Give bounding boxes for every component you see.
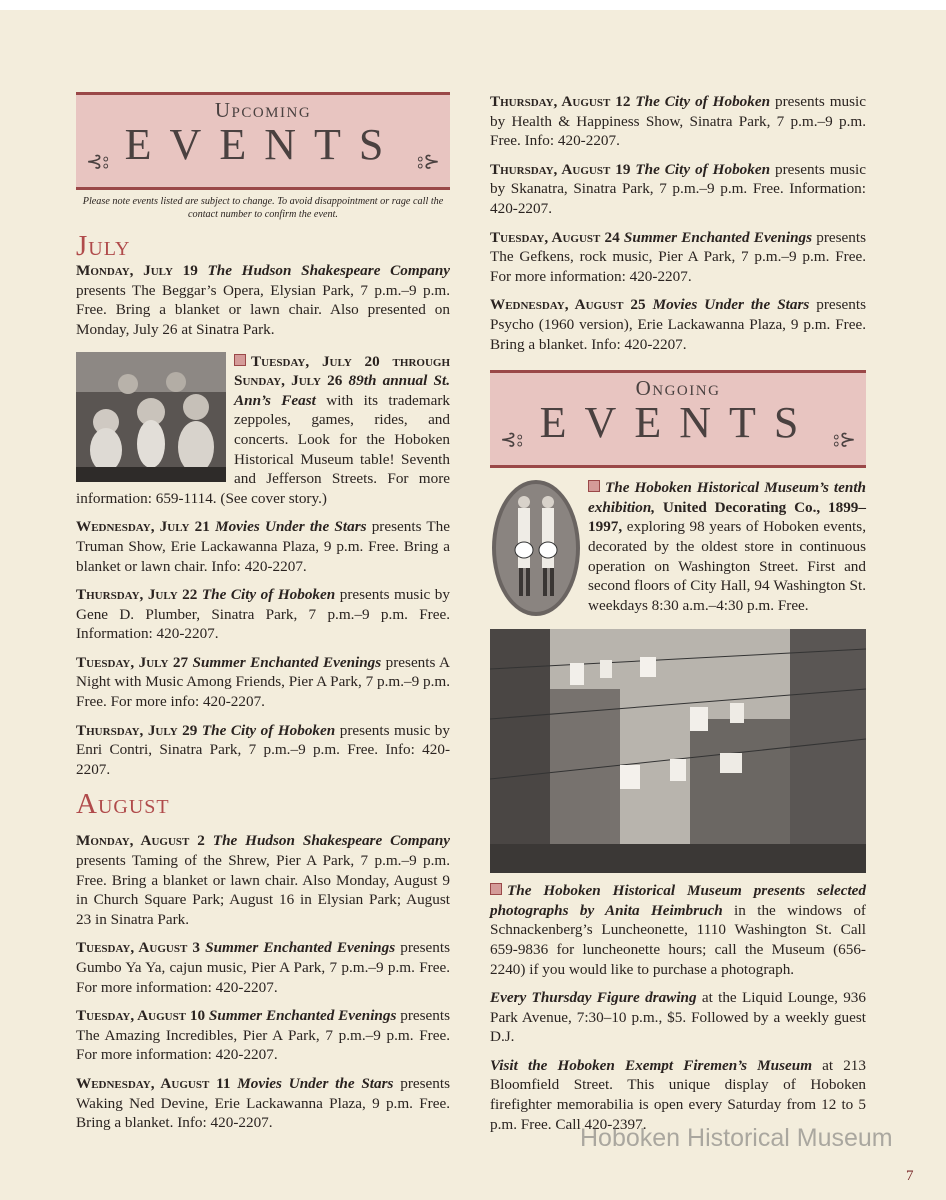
page-top-edge [0,0,946,10]
event-text: presents Waking Ned Devine, Erie Lackawanna Plaza, 9 p.m. Free. Bring a blanket. Info: 420-2207. [76,1074,451,1132]
bullet-square-icon [588,480,600,492]
event-organizer: Summer Enchanted Evenings [208,1007,397,1025]
ongoing-item [490,1056,866,1134]
event-day: Thursday, July 22 [76,586,198,604]
event-organizer: Movies Under the Stars [215,518,367,536]
bullet-square-icon [490,883,502,895]
event-item [76,517,450,576]
event-organizer: Summer Enchanted Evenings [192,653,382,671]
event-day: Wednesday, August 25 [490,296,646,314]
event-text: presents music by Health & Happiness Show, Sinatra Park, 7 p.m.–9 p.m. Free. Info: 420-2207. [490,93,866,150]
feast-men-illustration [76,352,226,482]
event-day: Tuesday, July 27 [76,653,189,671]
event-text: presents music by Enri Contri, Sinatra Park, 7 p.m.–9 p.m. Free. Info: 420-2207. [76,721,450,778]
ongoing-bold: United Decorating Co., 1899–1997, [588,498,866,536]
drummer-girls-oval-photo [490,478,582,618]
event-organizer: Movies Under the Stars [237,1074,394,1092]
right-column [490,92,866,1143]
ongoing-lead: The Hoboken Historical Museum presents selected photographs by Anita Heimbruch [490,882,866,919]
event-item [76,261,450,339]
banner-events-title: EVENTS [124,119,402,169]
event-text: presents A Night with Music Among Friends, Pier A Park, 7 p.m.–9 p.m. Free. For more info: 420-2207. [76,653,450,711]
event-text: presents Gumbo Ya Ya, cajun music, Pier A Park, 7 p.m.–9 p.m. Free. For more information: 420-2207. [76,939,450,996]
event-item [76,653,450,712]
event-item [490,92,866,151]
event-day: Tuesday, July 20 through Sunday, July 26 [234,352,450,390]
clotheslines-illustration [490,629,866,873]
event-item [76,352,450,509]
event-organizer: The City of Hoboken [635,160,771,178]
event-item [76,721,450,780]
event-organizer: Summer Enchanted Evenings [205,939,396,957]
event-day: Tuesday, August 10 [76,1007,206,1025]
left-column [76,92,450,1142]
event-day: Thursday, August 19 [490,160,631,178]
right-ornament-icon: ⦂⊱ [833,429,856,452]
ongoing-text: exploring 98 years of Hoboken events, decorated by the oldest store in continuous operation on Washington Street. First and second floors of City Hall, 94 Washington St. weekdays 8:30 a.m.–4:30 p.m. Free. [588,518,866,614]
event-organizer: 89th annual St. Ann’s Feast [234,372,450,409]
event-item [76,831,450,929]
ongoing-lead: Visit the Hoboken Exempt Firemen’s Museum [490,1056,813,1074]
ongoing-lead: Every Thursday Figure drawing [490,989,697,1007]
event-item [76,1006,450,1065]
left-ornament-icon: ⊰⦂ [500,429,523,452]
events-disclaimer: Please note events listed are subject to change. To avoid disappointment or rage call the contact number to confirm the event. [82,196,444,220]
upcoming-events-banner [76,92,450,190]
event-day: Thursday, July 29 [76,721,198,739]
event-item [490,228,866,287]
banner-ongoing-label: Ongoing [635,376,721,401]
feast-photo [76,352,226,482]
event-text: with its trademark zeppoles, games, rides, and concerts. Look for the Hoboken Historical Museum table! Seventh and Jefferson Streets. For more information: 659-1114. (See cover story.) [76,391,450,507]
event-item [490,295,866,354]
event-day: Tuesday, August 3 [76,939,200,957]
event-text: presents music by Skanatra, Sinatra Park, 7 p.m.–9 p.m. Free. Information: 420-2207. [490,160,866,217]
event-text: presents music by Gene D. Plumber, Sinatra Park, 7 p.m.–9 p.m. Free. Information: 420-2207. [76,586,450,643]
event-text: presents The Truman Show, Erie Lackawanna Plaza, 9 p.m. Free. Bring a blanket or lawn chair. Info: 420-2207. [76,518,451,575]
ongoing-item [490,478,866,620]
bullet-square-icon [234,354,246,366]
month-heading-august: August [76,788,170,821]
event-day: Wednesday, August 11 [76,1074,231,1092]
event-text: presents Taming of the Shrew, Pier A Park, 7 p.m.–9 p.m. Free. Bring a blanket or lawn chair. Also Monday, August 9 in Church Square Park; August 16 in Elysian Park; August 23 in Sinatra Park. [76,852,450,928]
event-text: presents The Gefkens, rock music, Pier A Park, 7 p.m.–9 p.m. Free. For more information: 420-2207. [490,228,866,285]
ongoing-lead: The Hoboken Historical Museum’s tenth exhibition, [588,479,866,516]
banner-events-title: EVENTS [539,397,817,447]
event-organizer: The Hudson Shakespeare Company [207,262,451,280]
banner-upcoming-label: Upcoming [214,98,312,122]
event-organizer: Movies Under the Stars [652,296,810,314]
event-item [490,160,866,219]
event-day: Monday, August 2 [76,832,205,850]
ongoing-item [490,988,866,1047]
right-ornament-icon: ⦂⊱ [417,151,440,173]
ongoing-text: at 213 Bloomfield Street. This unique display of Hoboken firefighter memorabilia is open every Saturday from 12 to 5 p.m. Free. Call 420-2397. [490,1056,866,1133]
event-organizer: The Hudson Shakespeare Company [212,832,451,850]
event-day: Tuesday, August 24 [490,228,620,246]
event-day: Monday, July 19 [76,262,198,280]
watermark: Hoboken Historical Museum [580,1124,893,1152]
event-organizer: The City of Hoboken [201,586,336,604]
ongoing-text: at the Liquid Lounge, 936 Park Avenue, 7:30–10 p.m., $5. Followed by a weekly guest D.J. [490,989,866,1046]
event-item [76,585,450,644]
event-organizer: Summer Enchanted Evenings [623,228,813,246]
ongoing-events-banner [490,370,866,468]
event-item [76,1074,450,1133]
event-text: presents The Beggar’s Opera, Elysian Park, 7 p.m.–9 p.m. Free. Bring a blanket or lawn chair. Also presented on Monday, July 26 at Sinatra Park. [76,281,450,338]
ongoing-item [490,881,866,979]
event-text: presents Psycho (1960 version), Erie Lackawanna Plaza, 9 p.m. Free. Bring a blanket. Info: 420-2207. [490,296,866,353]
event-day: Wednesday, July 21 [76,518,210,536]
event-item [76,938,450,997]
event-organizer: The City of Hoboken [635,93,771,110]
month-heading-july: July [76,230,131,263]
ongoing-text: in the windows of Schnackenberg’s Luncheonette, 1110 Washington St. Call 659-9836 for luncheonette hours; call the Museum (656-2240) if you would like to purchase a photograph. [490,901,866,978]
event-organizer: The City of Hoboken [201,721,336,739]
page-number: 7 [906,1168,914,1184]
event-text: presents The Amazing Incredibles, Pier A Park, 7 p.m.–9 p.m. Free. For more information: 420-2207. [76,1007,450,1064]
event-day: Thursday, August 12 [490,93,631,110]
left-ornament-icon: ⊰⦂ [86,151,109,173]
clotheslines-photo [490,629,866,873]
